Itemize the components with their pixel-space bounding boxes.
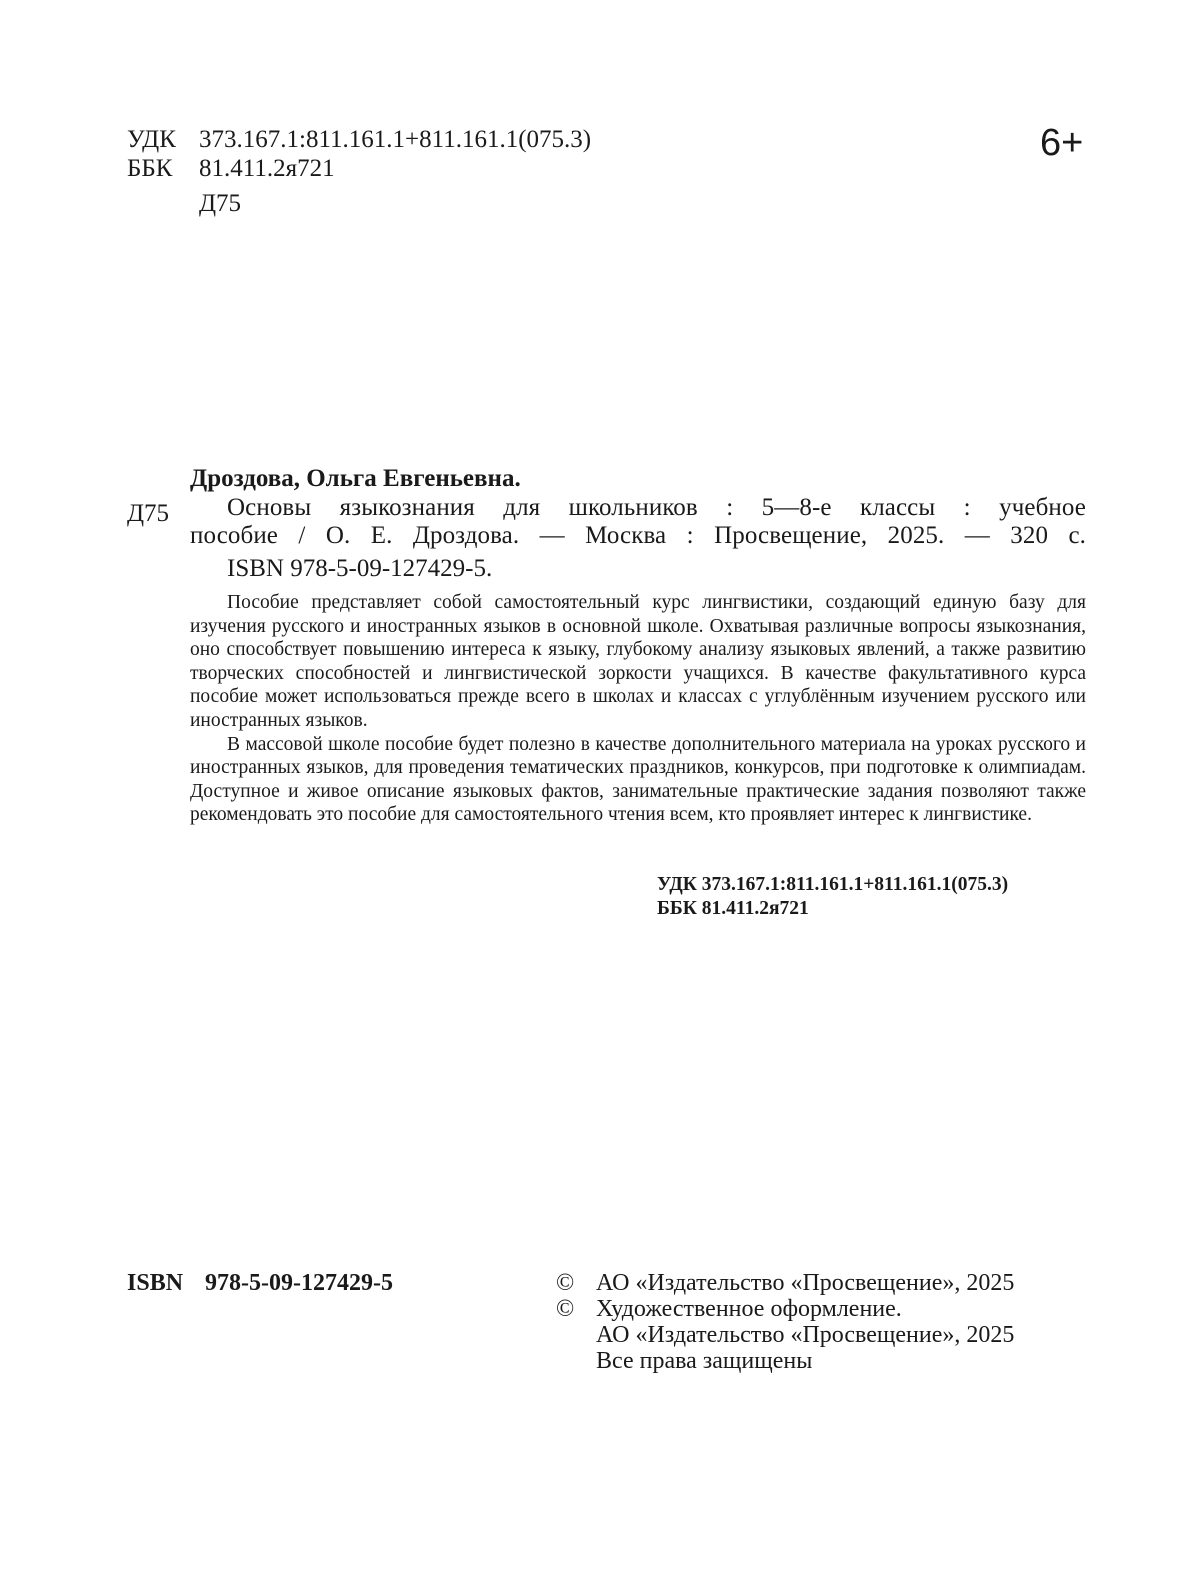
bbk-value: 81.411.2я721 [199,155,335,182]
copyright-text-1: АО «Издательство «Просвещение», 2025 [596,1270,1015,1296]
age-rating: 6+ [1040,122,1084,164]
record-codes [657,873,1008,921]
rights-text: Все права защищены [596,1348,813,1374]
udk-header [127,124,591,155]
copyright-line-1 [556,1270,1014,1296]
copyright-line-2 [556,1296,1014,1322]
annotation-paragraph-2: В массовой школе пособие будет полезно в качестве дополнительного материала на уроках русского и иностранных языков, для проведения тематических праздников, конкурсов, при подготовке к олимпиадам. Доступное и живое описание языковых фактов, занимательные практические задания позволяют также рекомендовать это пособие для самостоятельного чтения всем, кто проявляет интерес к лингвистике. [190,733,1086,826]
copyright-text-2: Художественное оформление. [596,1296,902,1322]
footer-isbn-label: ISBN [127,1270,184,1296]
copyright-icon: © [556,1270,575,1296]
copyright-text-3: АО «Издательство «Просвещение», 2025 [596,1322,1015,1348]
footer-isbn [127,1270,393,1297]
annotation [190,591,1086,827]
record-bbk: ББК 81.411.2я721 [657,898,809,919]
record-udk: УДК 373.167.1:811.161.1+811.161.1(075.3) [657,874,1009,895]
annotation-paragraph-1: Пособие представляет собой самостоятельный курс лингвистики, создающий единую базу для изучения русского и иностранных языков в основной школе. Охватывая различные вопросы языкознания, оно способствует повышению интереса к языку, глубокому анализу языковых явлений, а также развитию творческих способностей и лингвистической зоркости учащихся. В качестве факультативного курса пособие может использоваться прежде всего в школах и классах с углублённым изучением русского или иностранных языков. [190,592,1086,731]
copyright-line-3 [556,1322,1014,1348]
title-line-2: пособие / О. Е. Дроздова. — Москва : Просвещение, 2025. — 320 с. [190,522,1086,549]
footer-isbn-value: 978-5-09-127429-5 [205,1270,393,1296]
copyright-line-4 [556,1348,1014,1374]
title-line-1: Основы языкознания для школьников : 5—8-е классы : учебное [227,494,1086,521]
udk-label: УДК [127,126,176,153]
record-author: Дроздова, Ольга Евгеньевна. [190,465,521,492]
author-sign-header: Д75 [199,190,242,217]
author-sign-record: Д75 [127,500,170,527]
copyright-icon: © [556,1296,575,1322]
record-isbn: ISBN 978-5-09-127429-5. [227,555,493,582]
record-title [190,494,1086,550]
bbk-header [127,153,335,184]
udk-value: 373.167.1:811.161.1+811.161.1(075.3) [199,126,592,153]
bbk-label: ББК [127,155,173,182]
copyright-block [556,1270,1014,1374]
